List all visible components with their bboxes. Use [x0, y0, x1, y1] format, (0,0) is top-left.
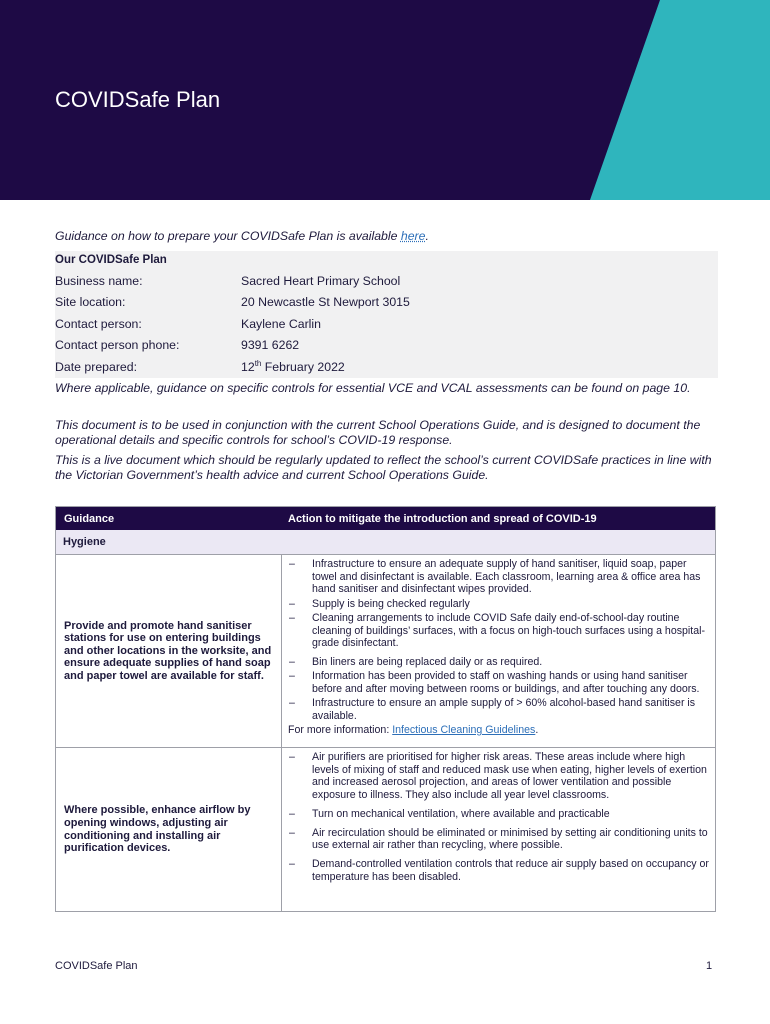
table-header	[56, 507, 715, 530]
table-row	[56, 555, 715, 748]
info-row-contact	[55, 313, 718, 335]
dash-bullet: –	[289, 611, 295, 624]
guidance-cell: Where possible, enhance airflow by opening windows, adjusting air conditioning and installing air purification devices.	[56, 748, 282, 911]
guidance-end: .	[425, 229, 429, 243]
guidance-text: Guidance on how to prepare your COVIDSafe Plan is available	[55, 229, 401, 243]
paragraph-operations-guide: This document is to be used in conjunction with the current School Operations Guide, and is designed to document the operational details and specific controls for school’s COVID-19 response.	[55, 418, 701, 447]
plan-info-table	[55, 251, 718, 378]
action-item: – Air recirculation should be eliminated or minimised by setting air conditioning units to use external air rather than recycling, where possible.	[289, 826, 708, 852]
action-item: – Air purifiers are prioritised for higher risk areas. These areas include where high levels of mixing of staff and reduced mask use when eating, higher levels of exertion and increased aerosol projection, and areas of lower ventilation and possible exposure to illness. They also include all year level classrooms.	[289, 751, 707, 802]
info-row-site	[55, 292, 718, 314]
paragraph-vce-guidance: Where applicable, guidance on specific controls for essential VCE and VCAL assessments can be found on page 10.	[55, 381, 691, 395]
action-cell	[282, 748, 715, 911]
dash-bullet: –	[289, 655, 295, 668]
action-item: – Supply is being checked regularly	[289, 597, 470, 610]
info-value: 9391 6262	[241, 338, 300, 353]
info-row-phone	[55, 335, 718, 357]
cleaning-guidelines-link[interactable]: Infectious Cleaning Guidelines	[392, 723, 536, 736]
info-label: Business name:	[55, 273, 143, 288]
plan-info-heading: Our COVIDSafe Plan	[55, 254, 167, 266]
dash-bullet: –	[289, 597, 295, 610]
action-item: – Infrastructure to ensure an ample supply of > 60% alcohol-based hand sanitiser is available.	[289, 697, 696, 722]
action-cell	[282, 555, 715, 747]
document-title: COVIDSafe Plan	[55, 87, 221, 112]
info-value: Kaylene Carlin	[241, 316, 321, 331]
date-suffix: th	[254, 359, 262, 369]
info-label: Contact person:	[55, 316, 142, 331]
dash-bullet: –	[289, 697, 295, 710]
action-item: – Information has been provided to staff on washing hands or using hand sanitiser before and after moving between rooms or buildings, and after touching any doors.	[289, 670, 700, 695]
dash-bullet: –	[289, 751, 295, 763]
guidance-note	[55, 229, 429, 243]
footer-title: COVIDSafe Plan	[55, 960, 138, 972]
info-label: Contact person phone:	[55, 338, 180, 353]
date-day: 12	[241, 360, 255, 375]
title-banner	[0, 0, 770, 200]
info-value	[241, 359, 345, 374]
info-row-date	[55, 356, 718, 378]
action-item: – Demand-controlled ventilation controls that reduce air supply based on occupancy or temperature has been disabled.	[289, 857, 709, 883]
dash-bullet: –	[289, 807, 295, 820]
header-guidance: Guidance	[64, 512, 115, 525]
more-info-line: For more information: Infectious Cleaning Guidelines.	[288, 723, 539, 736]
page-number: 1	[706, 960, 713, 972]
paragraph-live-document: This is a live document which should be regularly updated to reflect the school’s current COVIDSafe practices in line with the Victorian Government’s health advice and current School Operations Guide.	[55, 453, 712, 482]
section-hygiene: Hygiene	[56, 530, 715, 555]
action-item: – Cleaning arrangements to include COVID Safe daily end-of-school-day routine cleaning of buildings’ surfaces, with a focus on high-touch surfaces using a hospital-grade disinfectant.	[289, 611, 705, 650]
date-rest: February 2022	[261, 360, 345, 375]
action-item: – Turn on mechanical ventilation, where available and practicable	[289, 807, 610, 820]
dash-bullet: –	[289, 857, 295, 870]
info-row-business	[55, 270, 718, 292]
guidance-cell: Provide and promote hand sanitiser stations for use on entering buildings and other locations in the worksite, and ensure adequate supplies of hand soap and paper towel are available for staff.	[56, 555, 282, 747]
action-item: – Infrastructure to ensure an adequate supply of hand sanitiser, liquid soap, paper towel and disinfectant is available. Each classroom, learning area & office area has hand sanitiser and disinfectant wipes provided.	[289, 558, 701, 596]
dash-bullet: –	[289, 670, 295, 683]
guidance-here-link[interactable]: here	[400, 229, 426, 243]
info-value: 20 Newcastle St Newport 3015	[241, 295, 410, 310]
info-label: Site location:	[55, 295, 126, 310]
info-label: Date prepared:	[55, 359, 138, 374]
controls-table	[55, 506, 716, 912]
header-action: Action to mitigate the introduction and spread of COVID-19	[288, 512, 597, 525]
table-row	[56, 748, 715, 911]
action-item: – Bin liners are being replaced daily or as required.	[289, 655, 543, 668]
dash-bullet: –	[289, 558, 295, 570]
info-value: Sacred Heart Primary School	[241, 273, 401, 288]
dash-bullet: –	[289, 826, 295, 839]
